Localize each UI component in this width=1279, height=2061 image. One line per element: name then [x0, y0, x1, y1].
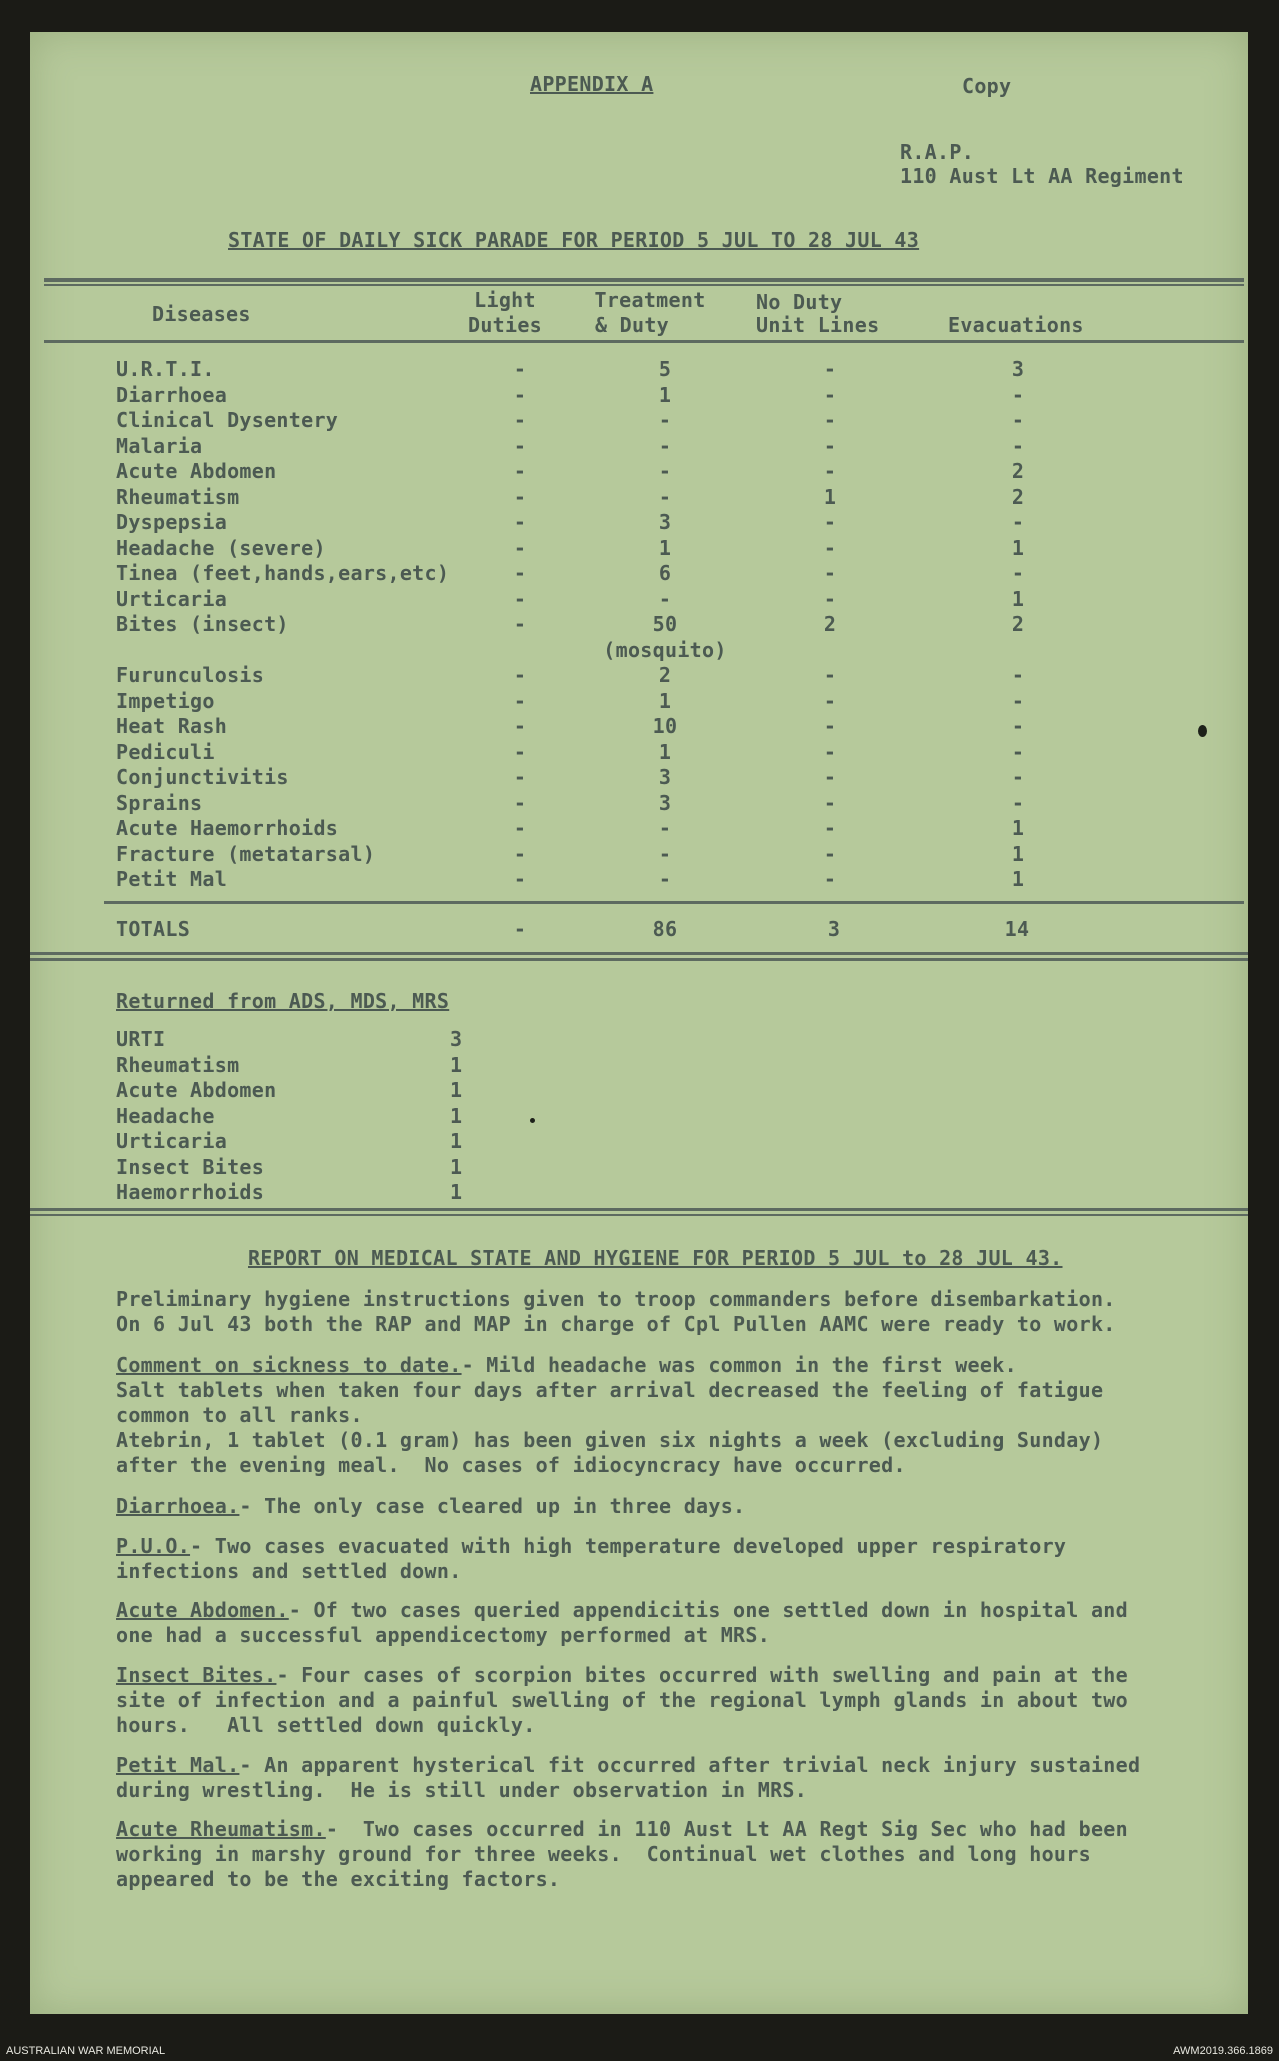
report-p2-heading: Comment on sickness to date. [116, 1353, 462, 1377]
section-rule [30, 1208, 1248, 1211]
cell-treat: (mosquito) [603, 638, 727, 662]
report-p2-line4: Atebrin, 1 tablet (0.1 gram) has been given six nights a week (excluding Sunday) [116, 1428, 1104, 1452]
returned-count: 1 [450, 1129, 463, 1153]
report-p6-heading: Insect Bites. [116, 1663, 277, 1687]
cell-evac: - [1011, 561, 1025, 585]
cell-light: - [513, 867, 527, 891]
cell-treat: 10 [652, 714, 678, 738]
cell-disease: Tinea (feet,hands,ears,etc) [116, 561, 450, 585]
returned-label: Rheumatism [116, 1053, 240, 1077]
col-header-diseases: Diseases [152, 302, 251, 326]
cell-disease: Acute Haemorrhoids [116, 816, 339, 840]
cell-treat: 3 [658, 765, 672, 789]
cell-treat: 1 [658, 689, 672, 713]
unit-line-2: 110 Aust Lt AA Regiment [900, 164, 1184, 188]
cell-noduty: - [823, 689, 837, 713]
cell-noduty: - [823, 561, 837, 585]
report-p7-text: - An apparent hysterical fit occurred after trivial neck injury sustained [239, 1753, 1141, 1777]
cell-evac: 2 [1011, 459, 1025, 483]
report-p3-line1 [116, 1494, 745, 1519]
cell-noduty: - [823, 357, 837, 381]
cell-noduty: - [823, 587, 837, 611]
cell-disease: Dyspepsia [116, 510, 228, 534]
totals-label: TOTALS [116, 917, 191, 941]
cell-disease: Bites (insect) [116, 612, 289, 636]
col-header-noduty-1: No Duty [756, 290, 843, 314]
col-header-noduty-2: Unit Lines [756, 313, 880, 337]
cell-light: - [513, 791, 527, 815]
cell-disease: Diarrhoea [116, 383, 228, 407]
paper-mark [1198, 725, 1207, 737]
totals-noduty: 3 [827, 917, 841, 941]
cell-light: - [513, 612, 527, 636]
cell-noduty: - [823, 536, 837, 560]
cell-treat: 1 [658, 740, 672, 764]
cell-disease: Furunculosis [116, 663, 265, 687]
returned-label: URTI [116, 1027, 166, 1051]
cell-disease: Heat Rash [116, 714, 228, 738]
cell-evac: 1 [1011, 816, 1025, 840]
col-header-evacuations: Evacuations [948, 313, 1084, 337]
cell-treat: - [658, 867, 672, 891]
cell-disease: Rheumatism [116, 485, 240, 509]
cell-evac: - [1011, 765, 1025, 789]
returned-label: Urticaria [116, 1129, 228, 1153]
col-header-treat-1: Treatment [594, 288, 706, 312]
table-bottom-rule [30, 952, 1248, 955]
cell-evac: 3 [1011, 357, 1025, 381]
cell-evac: 2 [1011, 485, 1025, 509]
cell-treat: - [658, 842, 672, 866]
cell-noduty: 2 [823, 612, 837, 636]
cell-evac: - [1011, 663, 1025, 687]
cell-treat: 1 [658, 383, 672, 407]
cell-light: - [513, 408, 527, 432]
report-p5-line2: one had a successful appendicectomy performed at MRS. [116, 1623, 771, 1647]
cell-noduty: - [823, 867, 837, 891]
cell-evac: - [1011, 408, 1025, 432]
report-p6-line2: site of infection and a painful swelling of the regional lymph glands in about two [116, 1688, 1128, 1712]
cell-treat: 5 [658, 357, 672, 381]
totals-treat: 86 [652, 917, 678, 941]
report-p1-line2: On 6 Jul 43 both the RAP and MAP in charge of Cpl Pullen AAMC were ready to work. [116, 1312, 1116, 1336]
report-p1-line1: Preliminary hygiene instructions given to troop commanders before disembarkation. [116, 1287, 1116, 1311]
cell-light: - [513, 459, 527, 483]
report-p6-line3: hours. All settled down quickly. [116, 1713, 536, 1737]
cell-noduty: - [823, 663, 837, 687]
cell-evac: - [1011, 434, 1025, 458]
cell-disease: Impetigo [116, 689, 215, 713]
report-p2-line2: Salt tablets when taken four days after arrival decreased the feeling of fatigue [116, 1378, 1104, 1402]
cell-light: - [513, 561, 527, 585]
returned-title: Returned from ADS, MDS, MRS [116, 989, 450, 1013]
returned-count: 1 [450, 1078, 463, 1102]
cell-treat: 50 [652, 612, 678, 636]
table-bottom-rule-2 [30, 958, 1248, 961]
cell-light: - [513, 740, 527, 764]
returned-label: Headache [116, 1104, 215, 1128]
cell-light: - [513, 816, 527, 840]
totals-evac: 14 [1004, 917, 1030, 941]
cell-treat: 2 [658, 663, 672, 687]
footer-credit: AUSTRALIAN WAR MEMORIAL [6, 2045, 166, 2057]
col-header-treat-2: & Duty [594, 313, 670, 337]
section-rule-2 [30, 1214, 1248, 1216]
cell-treat: - [658, 587, 672, 611]
unit-line-1: R.A.P. [900, 140, 975, 164]
col-header-light-2: Duties [467, 313, 543, 337]
table-title: STATE OF DAILY SICK PARADE FOR PERIOD 5 JUL TO 28 JUL 43 [228, 228, 920, 252]
cell-light: - [513, 510, 527, 534]
totals-rule [104, 901, 1244, 904]
cell-noduty: - [823, 740, 837, 764]
report-p5-heading: Acute Abdomen. [116, 1598, 289, 1622]
report-p3-heading: Diarrhoea. [116, 1494, 240, 1518]
cell-treat: - [658, 485, 672, 509]
cell-treat: 1 [658, 536, 672, 560]
cell-noduty: - [823, 510, 837, 534]
cell-evac: 1 [1011, 842, 1025, 866]
report-p8-text: - Two cases occurred in 110 Aust Lt AA Regt Sig Sec who had been [325, 1817, 1128, 1841]
returned-count: 1 [450, 1053, 463, 1077]
report-p6-line1 [116, 1663, 1128, 1688]
cell-noduty: - [823, 791, 837, 815]
table-top-rule-2 [44, 284, 1244, 286]
cell-light: - [513, 663, 527, 687]
report-p4-heading: P.U.O. [116, 1534, 191, 1558]
cell-evac: 1 [1011, 536, 1025, 560]
cell-evac: 1 [1011, 587, 1025, 611]
returned-label: Haemorrhoids [116, 1180, 265, 1204]
cell-disease: Urticaria [116, 587, 228, 611]
report-p2-line5: after the evening meal. No cases of idiocyncracy have occurred. [116, 1453, 906, 1477]
cell-light: - [513, 765, 527, 789]
cell-light: - [513, 714, 527, 738]
cell-evac: - [1011, 383, 1025, 407]
cell-disease: Conjunctivitis [116, 765, 289, 789]
cell-noduty: - [823, 459, 837, 483]
cell-treat: - [658, 459, 672, 483]
cell-disease: Clinical Dysentery [116, 408, 339, 432]
cell-evac: - [1011, 510, 1025, 534]
cell-light: - [513, 842, 527, 866]
cell-treat: - [658, 408, 672, 432]
cell-treat: 3 [658, 510, 672, 534]
report-p4-line1 [116, 1534, 1066, 1559]
cell-light: - [513, 357, 527, 381]
table-top-rule [44, 278, 1244, 282]
cell-noduty: - [823, 434, 837, 458]
appendix-heading: APPENDIX A [530, 72, 654, 96]
report-title: REPORT ON MEDICAL STATE AND HYGIENE FOR PERIOD 5 JUL to 28 JUL 43. [248, 1246, 1063, 1270]
cell-disease: Malaria [116, 434, 203, 458]
footer-accession: AWM2019.366.1869 [1173, 2045, 1273, 2057]
cell-light: - [513, 383, 527, 407]
report-p4-line2: infections and settled down. [116, 1559, 462, 1583]
col-header-light-1: Light [474, 288, 536, 312]
cell-noduty: - [823, 842, 837, 866]
report-p3-text: - The only case cleared up in three days. [239, 1494, 746, 1518]
cell-treat: - [658, 816, 672, 840]
report-p7-line1 [116, 1753, 1140, 1778]
cell-light: - [513, 485, 527, 509]
report-p4-text: - Two cases evacuated with high temperature developed upper respiratory [190, 1534, 1067, 1558]
report-p7-line2: during wrestling. He is still under observation in MRS. [116, 1778, 808, 1802]
cell-disease: Headache (severe) [116, 536, 326, 560]
report-p8-line1 [116, 1817, 1128, 1842]
cell-disease: Acute Abdomen [116, 459, 277, 483]
returned-label: Acute Abdomen [116, 1078, 277, 1102]
cell-evac: - [1011, 791, 1025, 815]
cell-light: - [513, 434, 527, 458]
report-p2-line1 [116, 1353, 1017, 1378]
returned-count: 1 [450, 1104, 463, 1128]
cell-disease: Pediculi [116, 740, 215, 764]
report-p8-line2: working in marshy ground for three weeks. Continual wet clothes and long hours [116, 1842, 1091, 1866]
report-p6-text: - Four cases of scorpion bites occurred with swelling and pain at the [276, 1663, 1128, 1687]
cell-noduty: - [823, 408, 837, 432]
cell-noduty: - [823, 383, 837, 407]
report-p7-heading: Petit Mal. [116, 1753, 240, 1777]
report-p8-line3: appeared to be the exciting factors. [116, 1867, 561, 1891]
cell-light: - [513, 587, 527, 611]
cell-disease: Fracture (metatarsal) [116, 842, 376, 866]
cell-noduty: - [823, 765, 837, 789]
header-rule [44, 340, 1244, 343]
cell-noduty: 1 [823, 485, 837, 509]
returned-count: 1 [450, 1180, 463, 1204]
totals-light: - [513, 917, 527, 941]
cell-evac: 1 [1011, 867, 1025, 891]
cell-treat: 3 [658, 791, 672, 815]
cell-disease: U.R.T.I. [116, 357, 215, 381]
returned-count: 3 [450, 1027, 463, 1051]
cell-treat: - [658, 434, 672, 458]
cell-treat: 6 [658, 561, 672, 585]
report-p5-text: - Of two cases queried appendicitis one settled down in hospital and [288, 1598, 1128, 1622]
cell-evac: - [1011, 740, 1025, 764]
cell-light: - [513, 536, 527, 560]
cell-noduty: - [823, 816, 837, 840]
cell-evac: - [1011, 689, 1025, 713]
paper-dot [530, 1118, 535, 1123]
report-p8-heading: Acute Rheumatism. [116, 1817, 326, 1841]
cell-noduty: - [823, 714, 837, 738]
cell-light: - [513, 689, 527, 713]
cell-disease: Sprains [116, 791, 203, 815]
report-p2-line3: common to all ranks. [116, 1403, 363, 1427]
cell-disease: Petit Mal [116, 867, 228, 891]
report-p2-text: - Mild headache was common in the first week. [461, 1353, 1017, 1377]
returned-label: Insect Bites [116, 1155, 265, 1179]
cell-evac: 2 [1011, 612, 1025, 636]
returned-count: 1 [450, 1155, 463, 1179]
report-p5-line1 [116, 1598, 1128, 1623]
copy-label: Copy [962, 74, 1012, 98]
cell-evac: - [1011, 714, 1025, 738]
